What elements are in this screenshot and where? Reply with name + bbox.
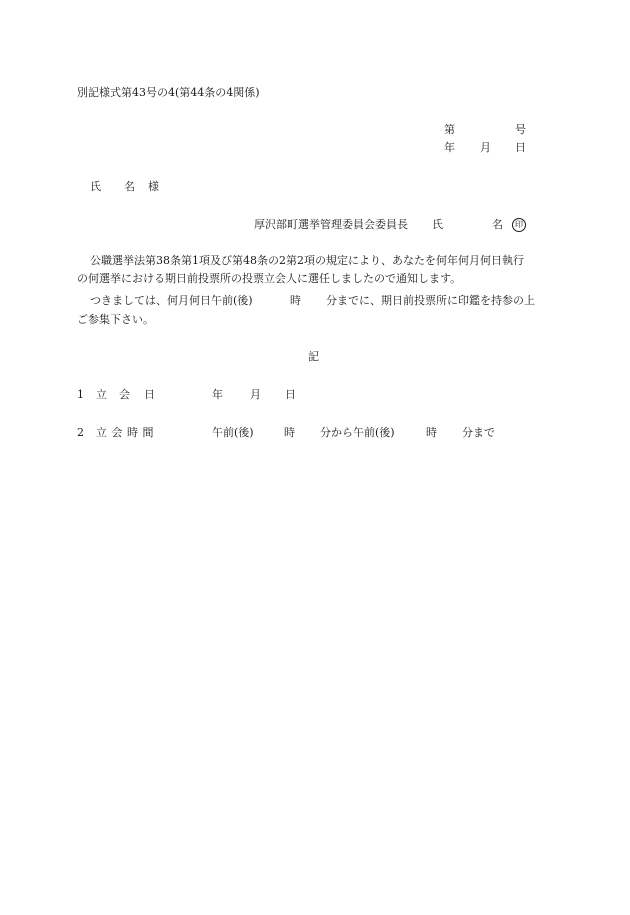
seal-mark <box>512 218 526 232</box>
body-line-3c: 分までに、期日前投票所に印鑑を持参の上 <box>326 294 535 307</box>
item2-hour-start: 時 <box>284 426 295 439</box>
body-line-3a: つきましては、何月何日午前(後) <box>90 294 253 307</box>
form-title: 別記様式第43号の4(第44条の4関係) <box>77 86 260 99</box>
date-month: 月 <box>480 141 491 154</box>
seal-icon: 印 <box>512 218 526 232</box>
date-year: 年 <box>444 141 455 154</box>
number-go: 号 <box>515 123 526 136</box>
item2-hour-end: 時 <box>426 426 437 439</box>
ki-heading: 記 <box>308 350 319 363</box>
addressee-sama: 様 <box>148 180 159 193</box>
item2-from-gozen: 分から午前(後) <box>320 426 395 439</box>
item2-label: 立 会 時 間 <box>96 426 154 439</box>
item1-number: 1 <box>77 388 84 401</box>
sender-title: 厚沢部町選挙管理委員会委員長 <box>254 218 408 231</box>
item1-label-c: 日 <box>144 388 155 401</box>
item2-until: 分まで <box>462 426 495 439</box>
item1-label-a: 立 <box>96 388 107 401</box>
item1-label-b: 会 <box>119 388 130 401</box>
body-line-2: の何選挙における期日前投票所の投票立会人に選任しましたので通知します。 <box>77 272 462 285</box>
item1-day: 日 <box>285 388 296 401</box>
item1-year: 年 <box>212 388 223 401</box>
number-dai: 第 <box>444 123 455 136</box>
date-day: 日 <box>515 141 526 154</box>
body-line-1: 公職選挙法第38条第1項及び第48条の2第2項の規定により、あなたを何年何月何日執行 <box>90 254 524 267</box>
body-line-3b: 時 <box>290 294 301 307</box>
body-line-4: ご参集下さい。 <box>77 313 154 326</box>
addressee-mei: 名 <box>124 180 135 193</box>
sender-mei: 名 <box>492 218 503 231</box>
item1-month: 月 <box>250 388 261 401</box>
sender-shi: 氏 <box>432 218 443 231</box>
item2-number: 2 <box>77 426 84 439</box>
item2-gozen-start: 午前(後) <box>212 426 254 439</box>
addressee-shi: 氏 <box>90 180 101 193</box>
